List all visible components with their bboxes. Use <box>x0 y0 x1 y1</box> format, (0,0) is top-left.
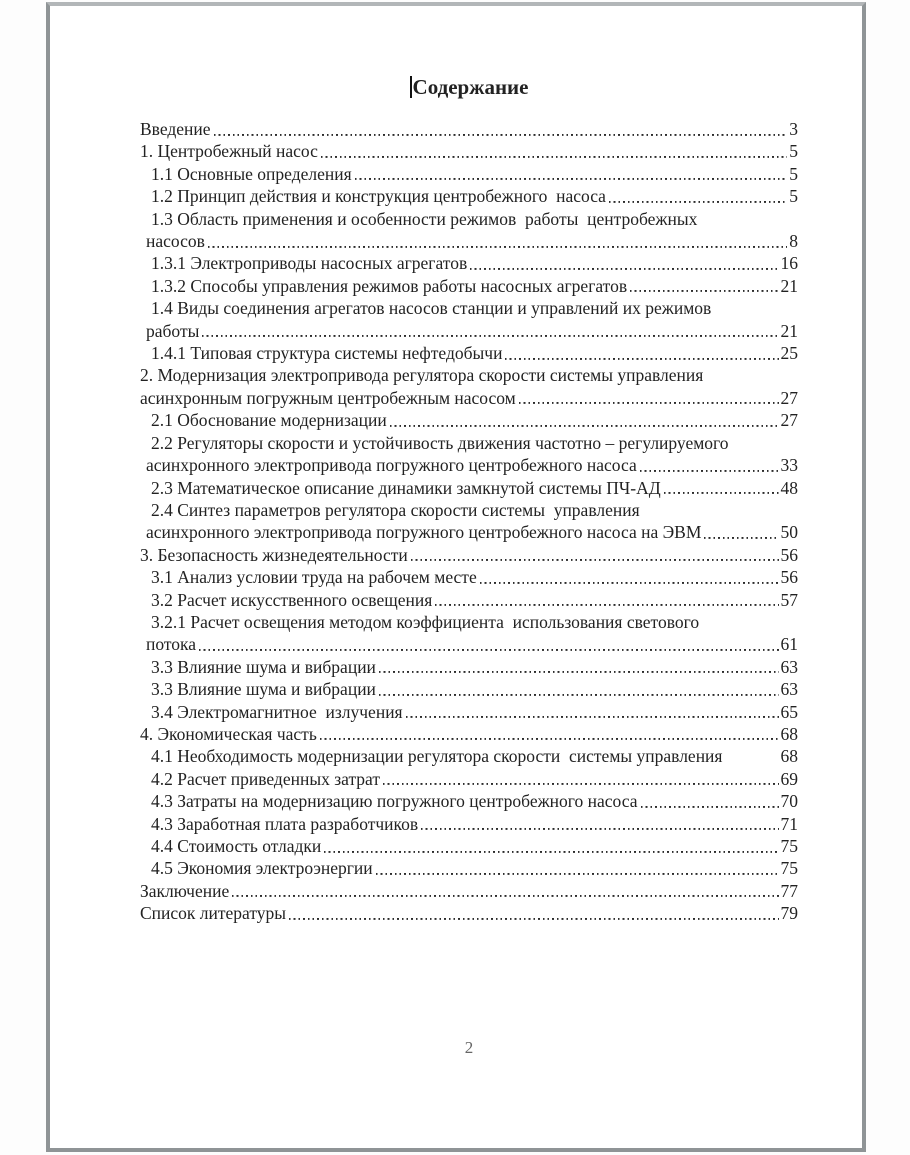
toc-entry-text: асинхронным погружным центробежным насосом <box>140 387 516 408</box>
toc-entry-text: насосов <box>146 231 205 252</box>
dot-leader <box>609 185 787 207</box>
toc-entry-page: 68 <box>780 723 798 744</box>
toc-entry-page: 16 <box>780 253 798 274</box>
toc-entry-text: работы <box>146 320 200 341</box>
dot-leader <box>379 678 779 700</box>
toc-entry[interactable] <box>140 320 798 342</box>
toc-entry-text: Список литературы <box>140 903 287 924</box>
toc-entry-page: 69 <box>780 768 798 789</box>
toc-entry-text: 4. Экономическая часть <box>140 723 317 744</box>
toc-entry[interactable] <box>140 208 798 230</box>
toc-entry[interactable] <box>140 544 798 566</box>
page-title: Содержание <box>412 75 529 99</box>
toc-entry-text: 2. Модернизация электропривода регулятора скорости системы управления <box>140 365 704 386</box>
toc-entry-text: 1.3.2 Способы управления режимов работы насосных агрегатов <box>151 275 628 296</box>
toc-entry-page: 75 <box>780 836 798 856</box>
toc-entry[interactable] <box>140 118 798 140</box>
dot-leader <box>519 387 779 409</box>
toc-entry[interactable] <box>140 432 798 454</box>
toc-entry[interactable] <box>140 611 798 633</box>
dot-leader <box>289 902 778 924</box>
dot-leader <box>321 140 787 162</box>
dot-leader <box>199 633 778 655</box>
toc-entry[interactable] <box>140 589 798 611</box>
toc-entry-page: 57 <box>780 589 798 610</box>
toc-entry-page: 70 <box>780 791 798 812</box>
toc-entry-text: 3.2.1 Расчет освещения методом коэффициента использования светового <box>151 611 700 632</box>
toc-entry-page: 5 <box>789 163 798 184</box>
toc-entry-text: 1.2 Принцип действия и конструкция центробежного насоса <box>151 186 606 207</box>
toc-entry-text: 1.3 Область применения и особенности режимов работы центробежных <box>151 208 698 229</box>
toc-entry-page: 8 <box>789 231 798 252</box>
page-content <box>50 6 862 925</box>
toc-entry[interactable] <box>140 633 798 655</box>
toc-entry-page: 21 <box>780 320 798 341</box>
toc-entry-text: 2.2 Регуляторы скорости и устойчивость движения частотно – регулируемого <box>151 432 729 453</box>
toc-entry[interactable] <box>140 835 798 857</box>
toc-entry-text: 4.4 Стоимость отладки <box>151 836 322 856</box>
toc-entry-page: 48 <box>780 477 798 498</box>
toc-entry[interactable] <box>140 275 798 297</box>
toc-entry-page: 21 <box>780 275 798 296</box>
toc-entry[interactable] <box>140 768 798 790</box>
page-number: 2 <box>464 1038 474 1057</box>
toc-entry-text: 2.1 Обоснование модернизации <box>151 410 387 431</box>
dot-leader <box>641 790 779 812</box>
toc-list <box>140 118 798 925</box>
toc-entry-text: 1. Центробежный насос <box>140 141 318 162</box>
toc-entry-text: 3.4 Электромагнитное излучения <box>151 701 403 722</box>
toc-entry-page: 75 <box>780 858 798 879</box>
toc-entry-text: 4.1 Необходимость модернизации регулятора скорости системы управления <box>151 746 723 767</box>
toc-entry-text: Введение <box>140 119 211 139</box>
dot-leader <box>421 813 778 835</box>
toc-entry[interactable] <box>140 163 798 185</box>
dot-leader <box>480 566 779 588</box>
dot-leader <box>704 521 778 543</box>
toc-entry-page: 71 <box>780 813 798 834</box>
toc-entry[interactable] <box>140 387 798 409</box>
toc-entry-text: 3.2 Расчет искусственного освещения <box>151 589 433 610</box>
toc-entry-text: 1.3.1 Электроприводы насосных агрегатов <box>151 253 468 274</box>
dot-leader <box>411 544 779 566</box>
toc-entry-text: 2.3 Математическое описание динамики замкнутой системы ПЧ-АД <box>151 477 661 498</box>
dot-leader <box>725 745 778 767</box>
dot-leader <box>202 320 778 342</box>
dot-leader <box>232 880 778 902</box>
toc-entry-text: 4.3 Затраты на модернизацию погружного центробежного насоса <box>151 791 638 812</box>
dot-leader <box>383 768 778 790</box>
toc-entry[interactable] <box>140 521 798 543</box>
toc-entry[interactable] <box>140 342 798 364</box>
toc-entry-page: 63 <box>780 679 798 700</box>
toc-entry[interactable] <box>140 185 798 207</box>
toc-entry[interactable] <box>140 499 798 521</box>
toc-entry-page: 5 <box>789 141 798 162</box>
dot-leader <box>214 118 788 140</box>
toc-entry-text: Заключение <box>140 880 230 901</box>
toc-entry[interactable] <box>140 409 798 431</box>
document-page <box>46 2 866 1152</box>
toc-entry-text: асинхронного электропривода погружного центробежного насоса <box>146 455 637 476</box>
toc-entry-page: 3 <box>789 119 798 139</box>
dot-leader <box>435 589 778 611</box>
toc-entry-text: 2.4 Синтез параметров регулятора скорости системы управления <box>151 499 640 520</box>
dot-leader <box>379 656 779 678</box>
toc-entry-page: 27 <box>780 410 798 431</box>
toc-entry-text: 3. Безопасность жизнедеятельности <box>140 544 408 565</box>
toc-entry-text: 1.4.1 Типовая структура системы нефтедобычи <box>151 343 503 364</box>
toc-entry-page: 77 <box>780 880 798 901</box>
toc-title-line[interactable] <box>140 74 798 100</box>
toc-entry[interactable] <box>140 364 798 386</box>
toc-entry-page: 5 <box>789 186 798 207</box>
toc-entry[interactable] <box>140 857 798 879</box>
dot-leader <box>376 857 779 879</box>
toc-entry-text: потока <box>146 634 197 655</box>
toc-entry-page: 50 <box>780 522 798 543</box>
toc-entry[interactable] <box>140 701 798 723</box>
toc-entry-text: 3.1 Анализ условии труда на рабочем месте <box>151 567 477 588</box>
toc-entry-text: 3.3 Влияние шума и вибрации <box>151 679 376 700</box>
dot-leader <box>406 701 779 723</box>
dot-leader <box>640 454 779 476</box>
toc-entry-page: 65 <box>780 701 798 722</box>
toc-entry-text: 3.3 Влияние шума и вибрации <box>151 656 376 677</box>
toc-entry[interactable] <box>140 566 798 588</box>
toc-entry[interactable] <box>140 678 798 700</box>
toc-entry-text: 1.4 Виды соединения агрегатов насосов станции и управлений их режимов <box>151 298 712 319</box>
toc-entry[interactable] <box>140 790 798 812</box>
toc-entry[interactable] <box>140 745 798 767</box>
toc-entry-text: 4.3 Заработная плата разработчиков <box>151 813 419 834</box>
dot-leader <box>390 409 779 431</box>
toc-entry-page: 33 <box>780 455 798 476</box>
text-cursor <box>410 76 412 98</box>
toc-entry-page: 63 <box>780 656 798 677</box>
toc-entry[interactable] <box>140 477 798 499</box>
toc-entry[interactable] <box>140 880 798 902</box>
toc-entry-text: 4.2 Расчет приведенных затрат <box>151 768 381 789</box>
toc-entry[interactable] <box>140 252 798 274</box>
dot-leader <box>355 163 788 185</box>
toc-entry-text: асинхронного электропривода погружного центробежного насоса на ЭВМ <box>146 522 702 543</box>
toc-entry-page: 27 <box>780 387 798 408</box>
toc-entry-page: 61 <box>780 634 798 655</box>
toc-entry-text: 4.5 Экономия электроэнергии <box>151 858 373 879</box>
toc-entry-page: 68 <box>780 746 798 767</box>
toc-entry[interactable] <box>140 297 798 319</box>
dot-leader <box>320 723 779 745</box>
toc-entry[interactable] <box>140 230 798 252</box>
dot-leader <box>664 477 779 499</box>
dot-leader <box>324 835 778 857</box>
dot-leader <box>470 252 778 274</box>
toc-entry[interactable] <box>140 723 798 745</box>
toc-entry-page: 25 <box>780 343 798 364</box>
toc-entry[interactable] <box>140 902 798 924</box>
dot-leader <box>505 342 778 364</box>
toc-entry[interactable] <box>140 656 798 678</box>
toc-entry-page: 56 <box>780 567 798 588</box>
toc-entry-page: 56 <box>780 544 798 565</box>
dot-leader <box>630 275 778 297</box>
toc-entry[interactable] <box>140 140 798 162</box>
toc-entry-page: 79 <box>780 903 798 924</box>
toc-entry-text: 1.1 Основные определения <box>151 163 352 184</box>
toc-entry[interactable] <box>140 813 798 835</box>
toc-entry[interactable] <box>140 454 798 476</box>
dot-leader <box>208 230 787 252</box>
